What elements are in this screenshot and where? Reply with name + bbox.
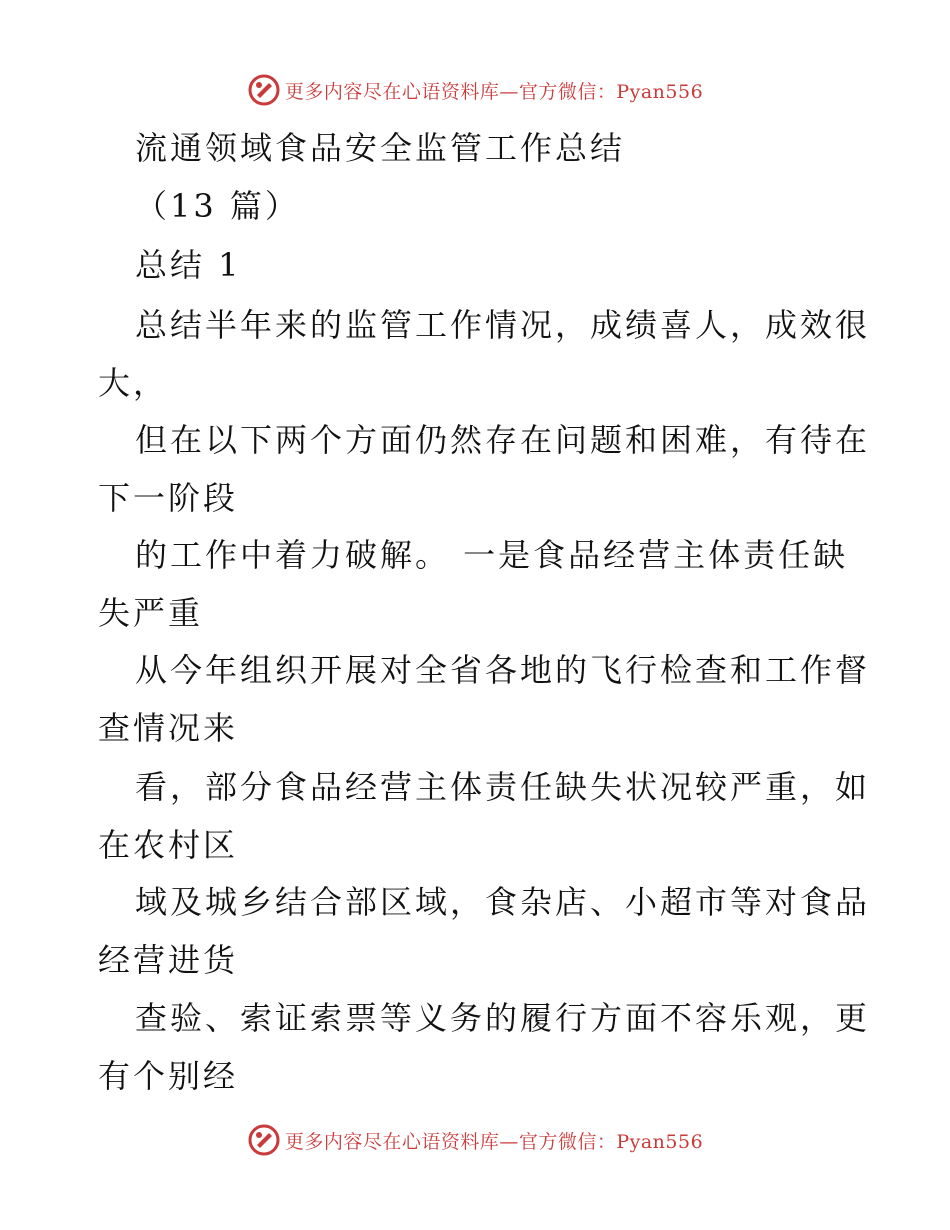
- paragraph-line: 总结半年来的监管工作情况，成绩喜人，成效很: [135, 306, 871, 344]
- paragraph-line: 的工作中着力破解。 一是食品经营主体责任缺: [135, 536, 849, 574]
- watermark-text: 更多内容尽在心语资料库—官方微信：Pyan556: [284, 80, 704, 103]
- paragraph-line: 大，: [98, 364, 169, 402]
- logo-circle-icon: [247, 73, 281, 107]
- paragraph-line: 域及城乡结合部区域，食杂店、小超市等对食品: [135, 883, 871, 921]
- logo-circle-icon: [247, 1123, 281, 1157]
- document-title: 流通领域食品安全监管工作总结: [135, 129, 626, 167]
- section-heading: 总结 1: [135, 246, 242, 284]
- footer-watermark: [0, 1120, 950, 1160]
- paragraph-line: 但在以下两个方面仍然存在问题和困难，有待在: [135, 421, 871, 459]
- paragraph-line: 失严重: [98, 594, 204, 632]
- header-watermark: [0, 70, 950, 110]
- document-subtitle: （13 篇）: [135, 187, 300, 225]
- paragraph-line: 从今年组织开展对全省各地的飞行检查和工作督: [135, 651, 871, 689]
- watermark-text: 更多内容尽在心语资料库—官方微信：Pyan556: [284, 1130, 704, 1153]
- paragraph-line: 查验、索证索票等义务的履行方面不容乐观，更: [135, 999, 871, 1037]
- paragraph-line: 经营进货: [98, 941, 239, 979]
- paragraph-line: 看，部分食品经营主体责任缺失状况较严重，如: [135, 768, 871, 806]
- paragraph-line: 有个别经: [98, 1057, 239, 1095]
- paragraph-line: 在农村区: [98, 826, 239, 864]
- paragraph-line: 下一阶段: [98, 479, 239, 517]
- paragraph-line: 查情况来: [98, 709, 239, 747]
